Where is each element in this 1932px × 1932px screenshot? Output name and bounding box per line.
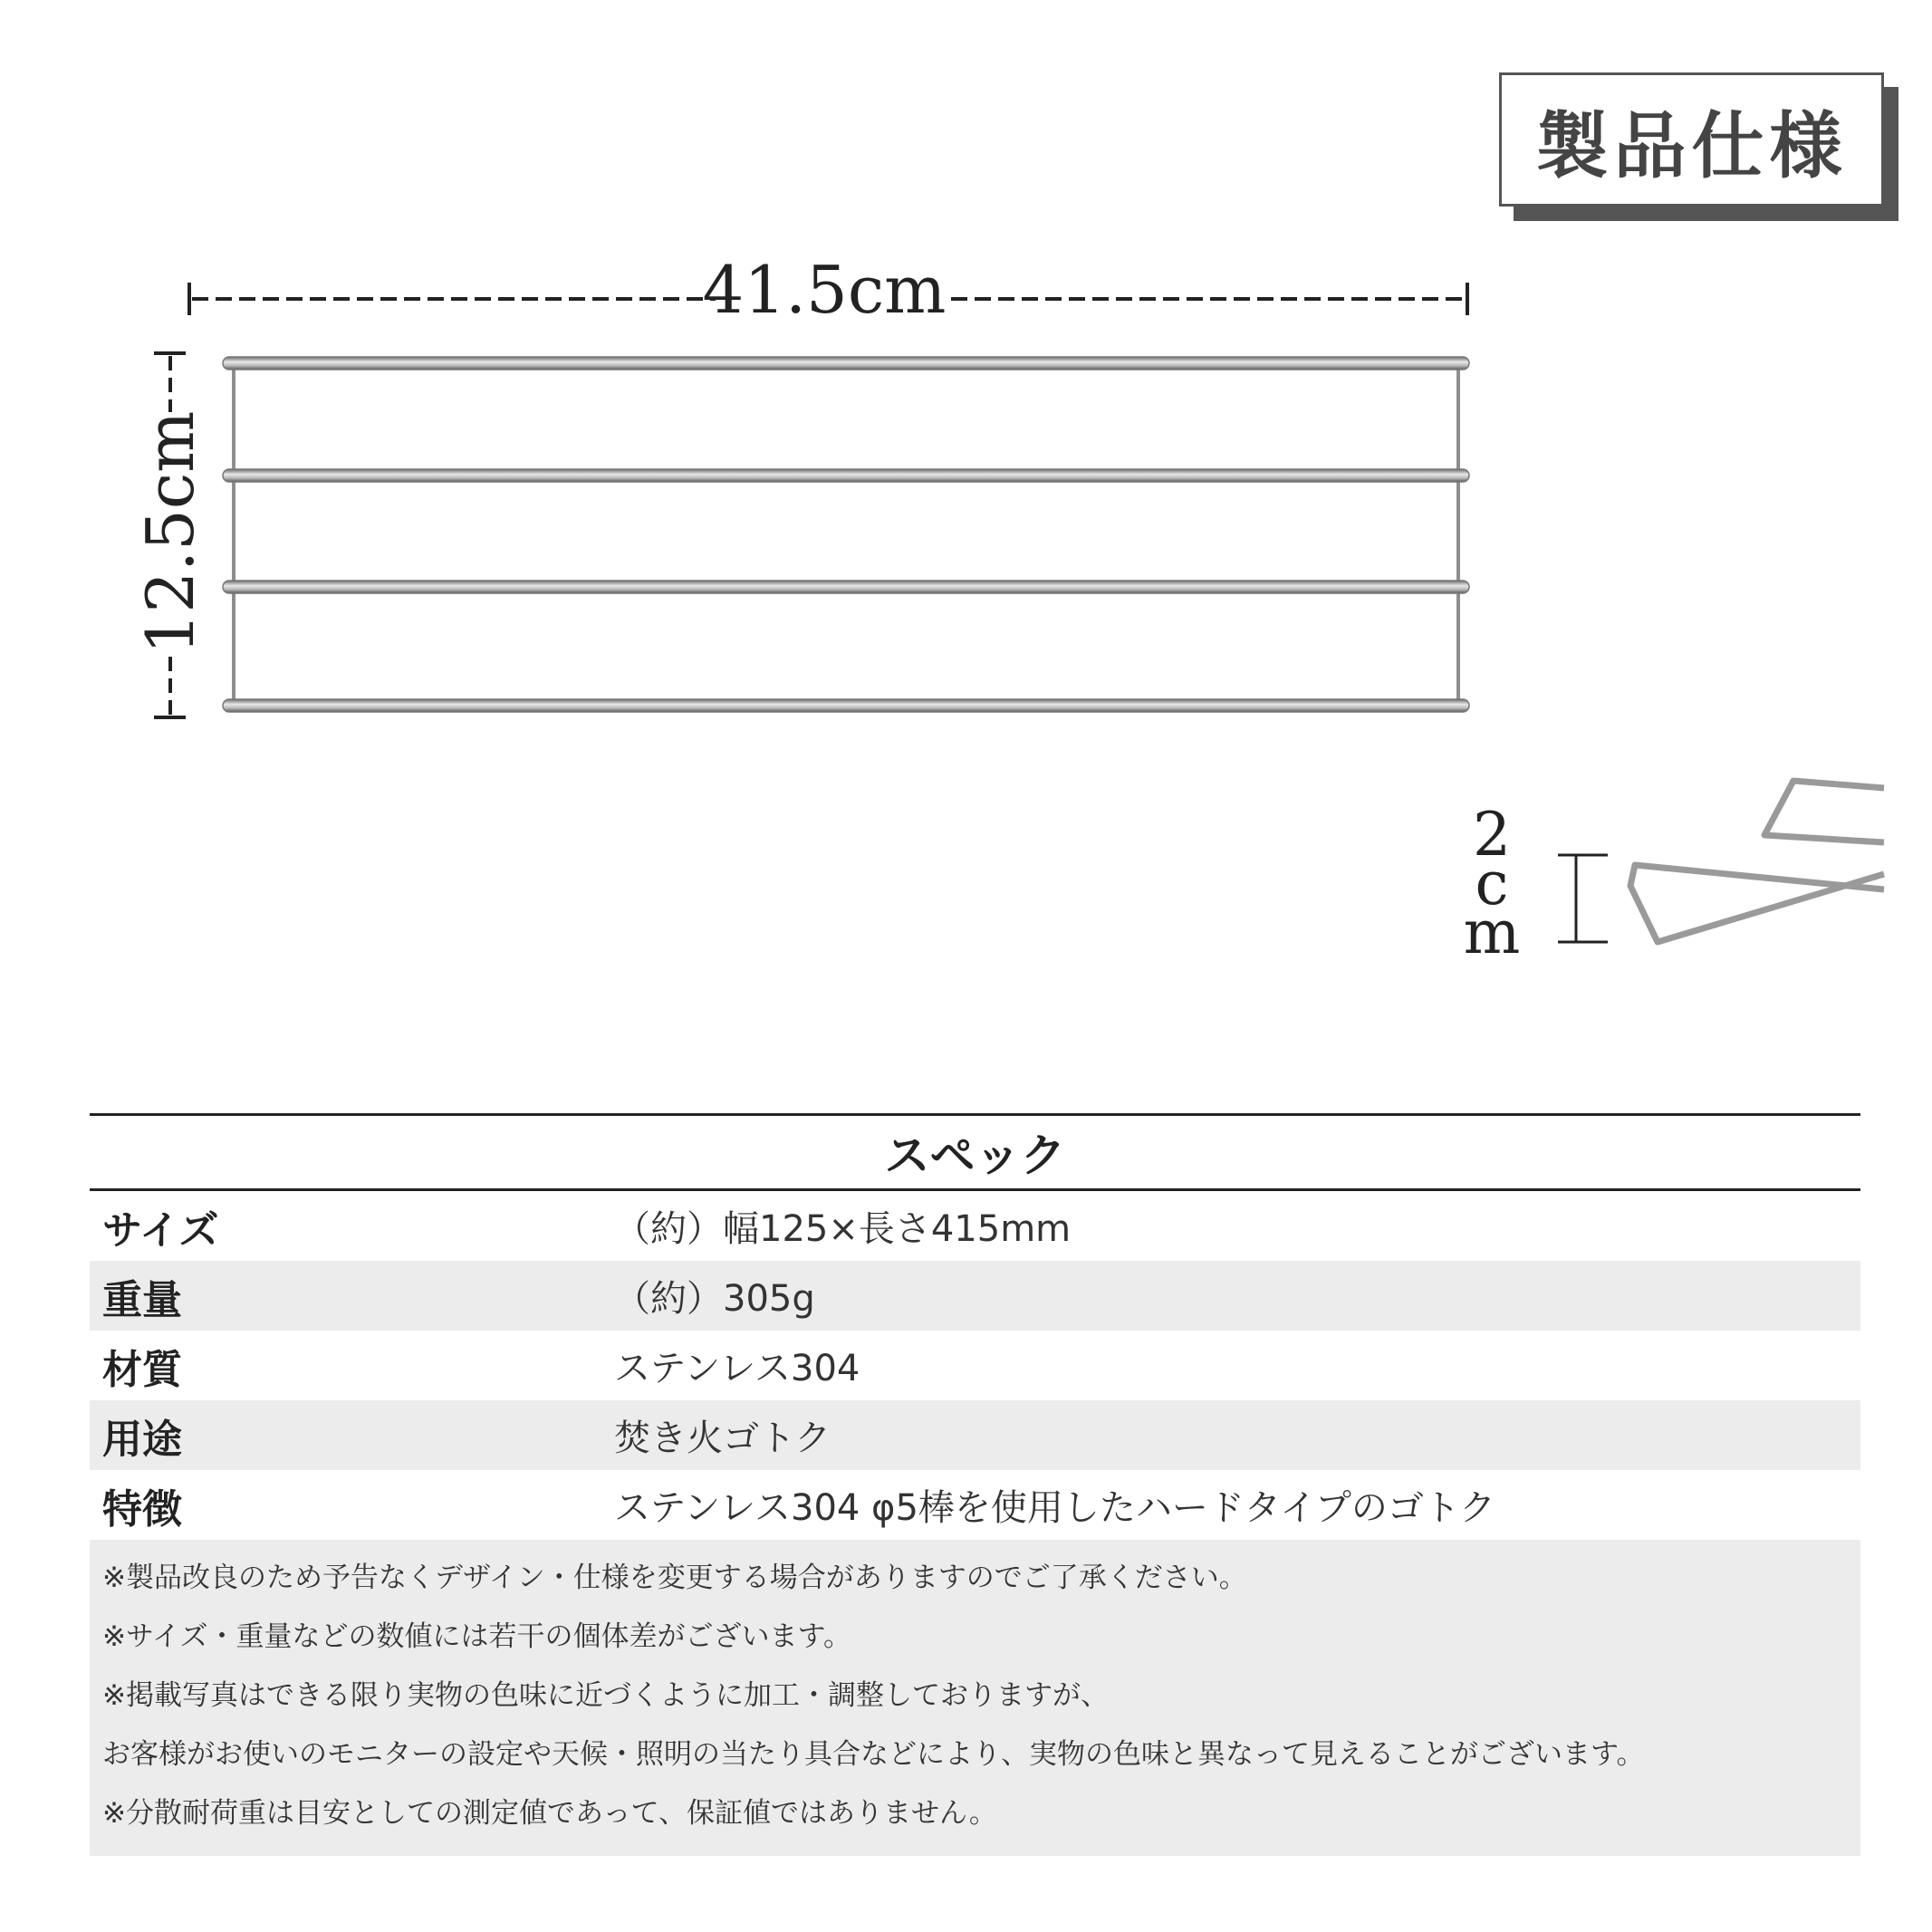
spec-label: 用途 — [102, 1416, 182, 1463]
spec-row-material — [90, 1331, 1860, 1400]
spec-value: ステンレス304 φ5棒を使用したハードタイプのゴトク — [614, 1487, 1496, 1529]
height-label: 12.5cm — [132, 410, 208, 655]
spec-table — [90, 1113, 1860, 1856]
spec-value: 焚き火ゴトク — [614, 1418, 831, 1459]
width-label: 41.5cm — [702, 252, 947, 328]
spec-value: ステンレス304 — [614, 1348, 860, 1389]
foot-detail — [1630, 781, 1884, 942]
foot-label-char: c — [1475, 849, 1509, 918]
spec-label: 特徴 — [102, 1485, 182, 1533]
foot-dimension-line — [1558, 855, 1608, 942]
spec-label: 材質 — [102, 1346, 182, 1393]
height-dimension — [134, 351, 207, 714]
spec-header: スペック — [90, 1113, 1860, 1191]
spec-row-size — [90, 1191, 1860, 1261]
badge-title: 製品仕様 — [1499, 72, 1884, 207]
rack-frame — [234, 359, 1458, 708]
width-dimension — [181, 254, 1467, 326]
spec-row-weight — [90, 1261, 1860, 1331]
note-line: ※掲載写真はできる限り実物の色味に近づくように加工・調整しておりますが、 — [102, 1679, 1109, 1712]
spec-notes — [90, 1540, 1860, 1856]
note-line: ※製品改良のため予告なくデザイン・仕様を変更する場合がありますのでご了承ください。 — [102, 1562, 1247, 1594]
note-line: ※分散耐荷重は目安としての測定値であって、保証値ではありません。 — [102, 1797, 997, 1830]
rack-bars — [223, 357, 1469, 712]
foot-label-char: 2 — [1473, 800, 1511, 870]
spec-value: （約）幅125×長さ415mm — [614, 1208, 1072, 1250]
note-line: お客様がお使いのモニターの設定や天候・照明の当たり具合などにより、実物の色味と異なって見えることがございます。 — [102, 1738, 1645, 1771]
spec-label: サイズ — [102, 1206, 219, 1254]
spec-row-usage — [90, 1400, 1860, 1470]
foot-label-char: m — [1463, 898, 1521, 967]
foot-height-label — [1460, 800, 1523, 967]
note-line: ※サイズ・重量などの数値には若干の個体差がございます。 — [102, 1620, 852, 1653]
spec-row-feature — [90, 1470, 1860, 1540]
spec-value: （約）305g — [614, 1278, 815, 1320]
spec-label: 重量 — [102, 1276, 182, 1323]
